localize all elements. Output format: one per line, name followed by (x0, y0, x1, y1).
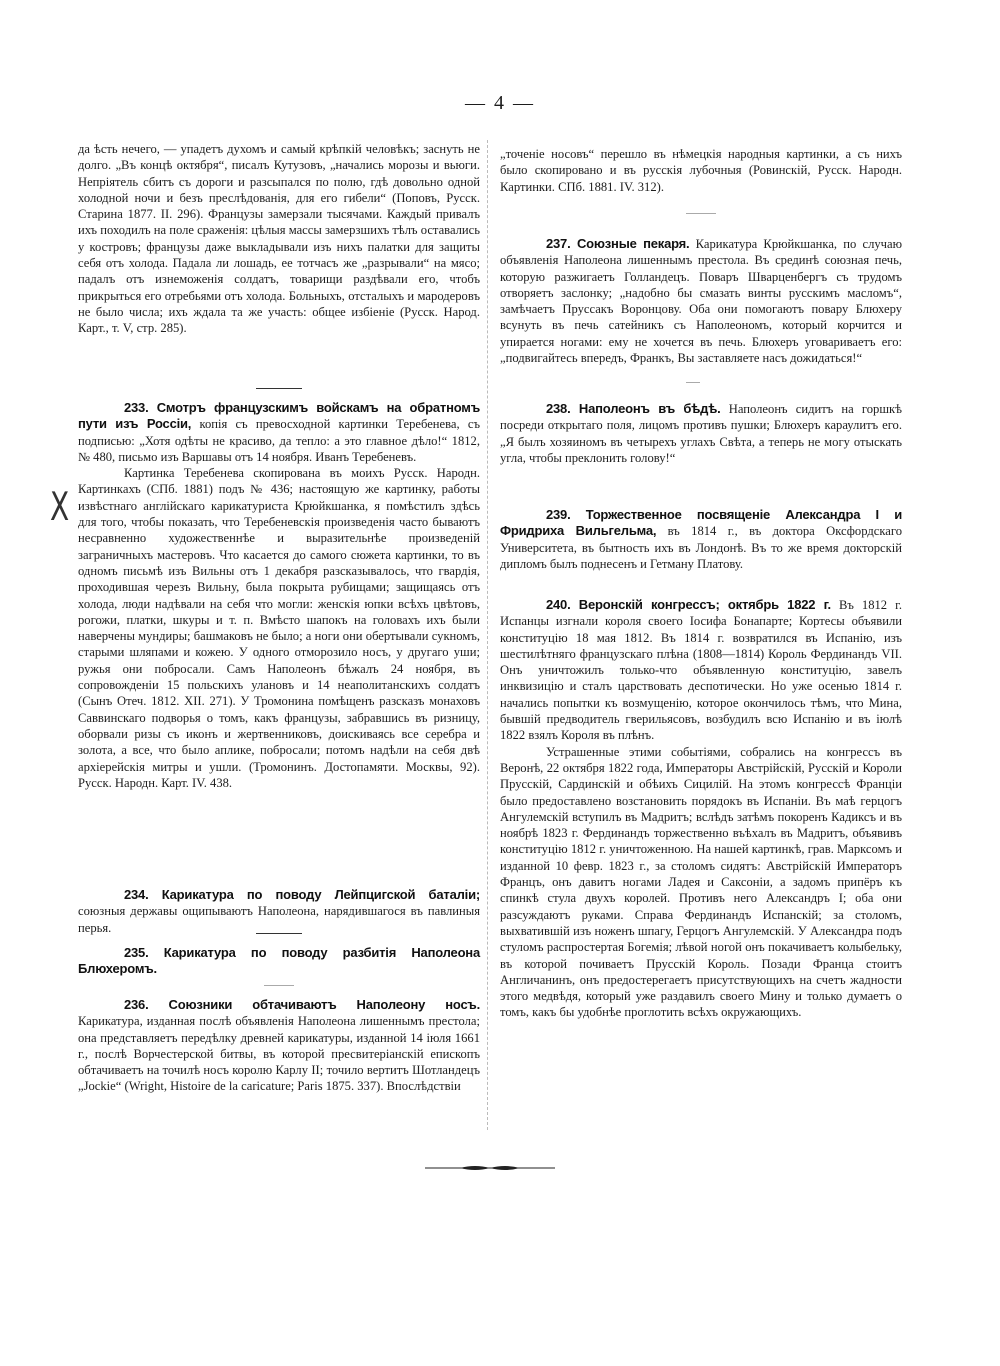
end-ornament (425, 1163, 555, 1173)
separator (256, 933, 302, 934)
entry-title: 233. Смотръ французскимъ войскамъ на обратномъ пути изъ Россіи, (78, 400, 480, 432)
entry-text: Карикатура Крюйкшанка, по случаю объявленія Наполеона лишеннымъ престола. Въ срединѣ союзная печь, которую разжигаетъ Голландецъ. Поваръ Шварценбергъ съ трудомъ отворяетъ заслонку; „надобно бы смазать винты русскимъ масломъ“, замѣчаетъ Пруссакъ Воронцову. Оба они помогаютъ повару Блюхеру всунуть въ печь сатейникъ съ Наполеономъ, который корчится и упирается ногами: ему не хочется въ печь. Блюхеръ уговариваетъ его: „подвигайтесь впередъ, Франкъ, Вы заставляете насъ дожидаться!“ (500, 237, 902, 366)
paragraph: „точеніе носовъ“ перешло въ нѣмецкія народныя картинки, а съ нихъ было скопировано и въ русскія лубочныя (Ровинскій, Русск. Народн. Картинки. СПб. 1881. IV. 312). (500, 147, 902, 194)
continued-paragraph (500, 146, 902, 195)
entry-title: 239. Торжественное посвященіе Александра I и Фридриха Вильгельма, (500, 507, 902, 539)
entry-text: въ 1814 г., въ доктора Оксфордскаго Университета, въ бытность ихъ въ Лондонѣ. Въ то же время докторскій дипломъ былъ поднесенъ и Гетману Платову. (500, 524, 902, 571)
separator (256, 388, 302, 389)
entry-233 (78, 400, 480, 791)
margin-mark: X (50, 483, 70, 530)
entry-239 (500, 507, 902, 572)
continued-paragraph (78, 141, 480, 337)
entry-text: Наполеонъ сидитъ на горшкѣ посреди открытаго поля, лицомъ противъ пушки; Блюхеръ караулитъ его. „Я былъ хозяиномъ въ четырехъ углахъ Свѣта, а теперь не могу отыскать угла, чтобы преклонить голову!“ (500, 402, 903, 465)
separator (686, 213, 716, 214)
entry-240 (500, 597, 902, 1021)
entry-text: Карикатура, изданная послѣ объявленія Наполеона лишеннымъ престола; она представляетъ передѣлку древней карикатуры, изданной 14 іюля 1661 г., послѣ Ворчестерской битвы, въ которой пресвитеріанскій епископъ обтачиваетъ на точилѣ носъ королю Карлу II; точило вертитъ Шотландецъ „Jockie“ (Wright, Histoire de la caricature; Paris 1875. 337). Впослѣдствіи (78, 1014, 480, 1094)
entry-236 (78, 997, 480, 1095)
separator (264, 985, 294, 986)
entry-text: союзныя державы ощипываютъ Наполеона, нарядившагося въ павлиныя перья. (78, 904, 480, 935)
entry-text: копія съ превосходной картинки Теребенева, съ подписью: „Хотя одѣты не красиво, да тепло: а это главное дѣло!“ 1812, № 480, письмо изъ Варшавы отъ 14 ноября. Иванъ Теребеневъ. (78, 417, 480, 464)
entry-title: 235. Карикатура по поводу разбитія Наполеона Блюхеромъ. (78, 945, 480, 977)
entry-235 (78, 945, 480, 978)
entry-234 (78, 887, 480, 936)
paragraph: Картинка Теребенева скопирована въ моихъ Русск. Народн. Картинкахъ (СПб. 1881) подъ № 436; настоящую же картинку, работы извѣстнаго англійскаго карикатуриста Крюйкшанка, я помѣстилъ здѣсь для того, чтобы показать, что Теребеневскія произведенія часто бываютъ несравненно художественнѣе и выразительнѣе произведеній заграничныхъ мастеровъ. Что касается до самого сюжета картинки, то въ одномъ письмѣ изъ Вильны отъ 1 декабря разсказывалось, что гвардія, проходившая черезъ Вильну, была покрыта рубищами; защищаясь отъ холода, люди надѣвали на себя что могли: женскія юпки всѣхъ цвѣтовъ, рогожи, платки, шкуры и т. п. Вмѣсто шапокъ на головахъ ихъ были наверчены мундиры; башмаковъ не было; а ноги они обертывали сукномъ, старыми шляпами и кожею. У одного отморозило носъ, у другаго уши; ружья они побросали. Самъ Наполеонъ бѣжалъ 24 ноября, въ сопровожденіи 15 польскихъ улановъ и 14 неаполитанскихъ солдатъ (Сынъ Отеч. 1812. XII. 271). У Тромонина помѣщенъ разсказъ монаховъ Саввинскаго подворья о томъ, какъ французы, забравшись въ ризницу, оборвали ризы съ иконъ и жертвенниковъ, доискиваясь все серебра и золота, а все, что было аплике, побросали; потомъ надѣли на себя двѣ архіерейскія митры и ушли. (Тромонинъ. Достопамяти. Москвы, 92). Русск. Народн. Карт. IV. 438. (78, 466, 480, 790)
entry-title: 240. Веронскій конгрессъ; октябрь 1822 г. (546, 597, 831, 612)
entry-title: 234. Карикатура по поводу Лейпцигской баталіи; (124, 887, 480, 902)
entry-237 (500, 236, 902, 366)
entry-title: 236. Союзники обтачиваютъ Наполеону носъ. (124, 997, 480, 1012)
paragraph: Устрашенные этими событіями, собрались на конгрессъ въ Веронѣ, 22 октября 1822 года, Императоры Австрійскій, Русскій и Короли Прусскій, Сардинскій и обѣихъ Сицилій. На этомъ конгрессѣ Франціи было предоставлено возстановить порядокъ въ Испаніи. Въ маѣ герцогъ Ангулемскій вступилъ въ Мадритъ; вслѣдъ затѣмъ покоренъ Кадиксъ и въ ноябрѣ 1823 г. Фердинандъ торжественно въѣхалъ въ Мадритъ, объявивъ конституцію 1812 г. уничтоженною. На нашей картинкѣ, грав. Марксомъ и изданной 10 февр. 1823 г., за столомъ сидятъ: Австрійскій Императоръ Францъ, онъ давитъ ногами Ладея и Саксоніи, а задомъ припёръ къ спинкѣ стула двухъ королей. Противъ него Александръ I; оба они разсуждаютъ руками. Справа Фердинандъ Испанскій; за столомъ, выхватившій изъ ноженъ шпагу, Герцогъ Ангулемскій. У Александра подъ стуломъ распростертая Богемія; лѣвой ногой онъ покачиваетъ колыбельку, въ которой почиваетъ Прусскій Король. Позади Франца стоитъ Англичанинъ, онъ предостерегаетъ присутствующихъ на счетъ жадности этого медвѣдя, который уже раздавилъ своего Мину и только думаетъ о томъ, какъ бы удобнѣе проглотить всѣхъ окружающихъ. (500, 744, 902, 1020)
column-divider (487, 140, 489, 1130)
entry-title: 237. Союзные пекаря. (546, 236, 690, 251)
entry-text: Въ 1812 г. Испанцы изгнали короля своего Іосифа Бонапарте; Кортесы объявили конституцію 18 мая 1812. Въ 1814 г. возвратился въ Испанію, изъ шестилѣтняго французскаго плѣна (1808—1814) Король Фердинандъ VII. Онъ уничтожилъ только-что объявленную конституцію, завелъ инквизицію и сталъ царствовать деспотически. Но уже осенью 1814 г. начались попытки къ возмущенію, которое окончилось тѣмъ, что Мина, бывшій предводитель гверильясовъ, возбудилъ всю Испанію и въ іюлѣ 1822 взялъ Короля въ плѣнъ. (500, 598, 903, 743)
entry-238 (500, 401, 902, 466)
paragraph: да ѣсть нечего, — упадетъ духомъ и самый крѣпкій человѣкъ; заснуть не долго. „Въ концѣ октября“, писалъ Кутузовъ, „начались морозы и вьюги. Непріятель сбитъ съ дороги и разсыпался по полю, гдѣ довольно одной холодной ночи и безъ преслѣдованія, для его гибели“ (Поповъ, Русск. Старина 1877. II. 296). Французы замерзали тысячами. Каждый привалъ ихъ походилъ на поле сраженія: цѣлыя массы замерзшихъ тѣлъ оставались у костровъ; французы даже выкладывали изъ нихъ палатки для защиты себя отъ холода. Падала ли лошадь, ее тотчасъ же „разрывали“ на мясо; падалъ отъ изнеможенія солдатъ, товарищи раздѣвали его, чтобъ прикрыться его отребьями отъ холода. Больныхъ, отсталыхъ и мародеровъ не было числа; ихъ ждала та же участь: общее избіеніе (Русск. Народ. Карт., т. V, стр. 285). (78, 142, 480, 336)
page-number: — 4 — (465, 92, 535, 114)
separator (686, 382, 700, 383)
entry-title: 238. Наполеонъ въ бѣдѣ. (546, 401, 721, 416)
